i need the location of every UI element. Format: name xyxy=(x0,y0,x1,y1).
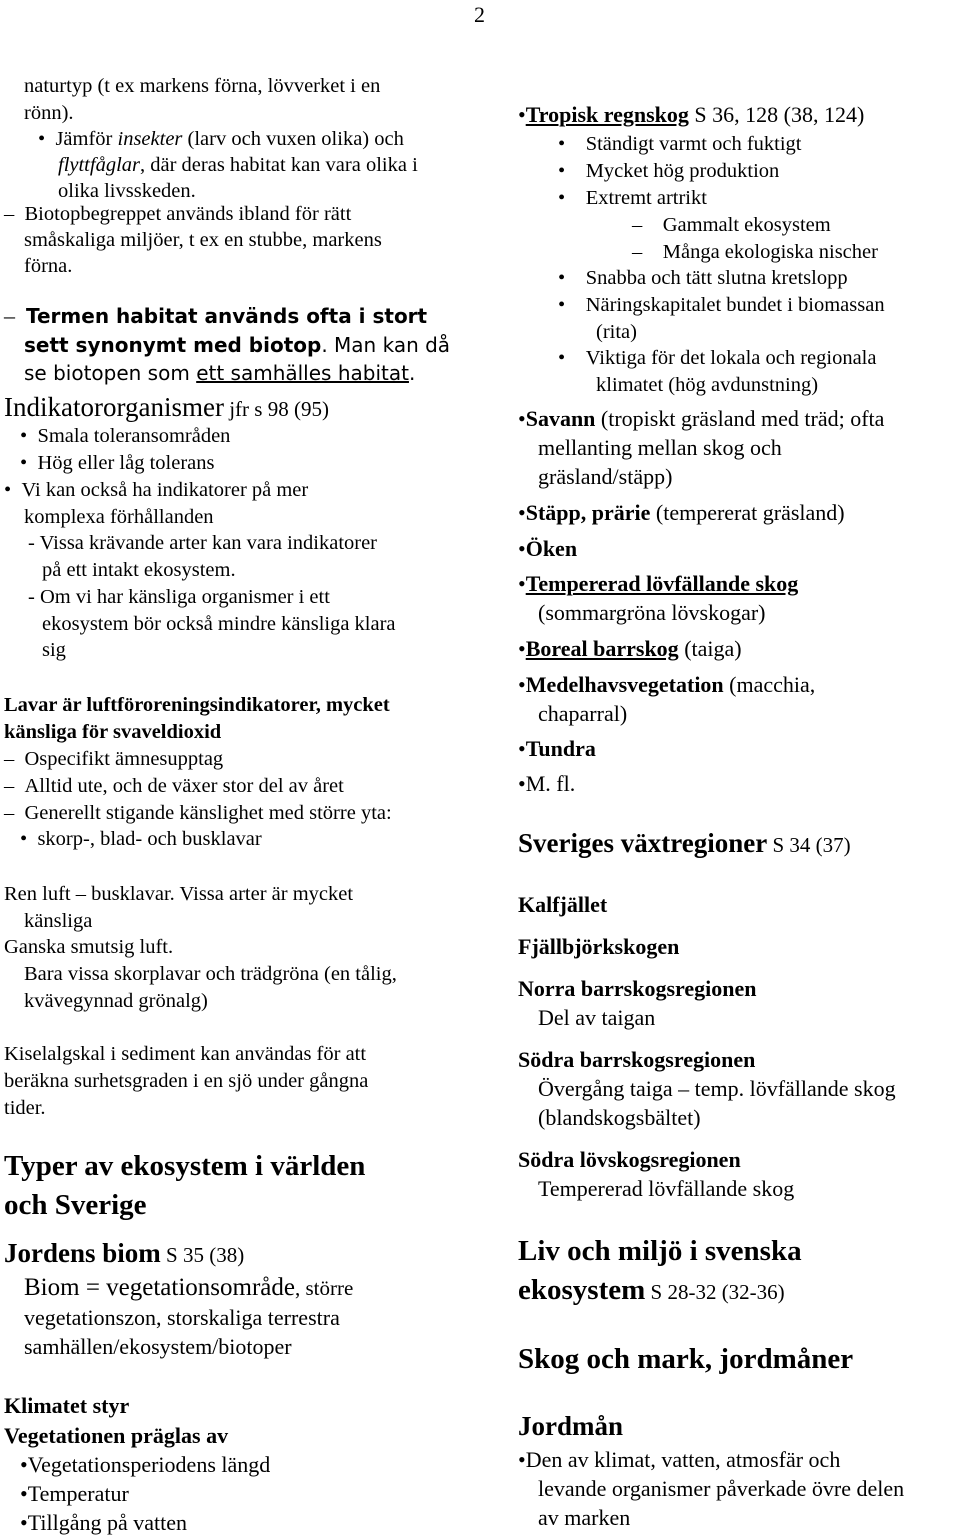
text-line: kvävegynnad grönalg) xyxy=(24,990,208,1012)
text-line: olika livsskeden. xyxy=(58,180,196,202)
bullet-icon: • xyxy=(518,500,526,525)
bullet-item: • Viktiga för det lokala och regionala xyxy=(558,347,877,369)
text-line: ekosystem bör också mindre känsliga klara xyxy=(42,613,396,635)
bullet-item: • skorp-, blad- och busklavar xyxy=(20,828,262,850)
section-heading: Lavar är luftföroreningsindikatorer, mycket xyxy=(4,694,390,716)
biome-heading: •Öken xyxy=(518,536,578,561)
text-line: tider. xyxy=(4,1097,46,1119)
section-heading: Vegetationen präglas av xyxy=(4,1423,229,1448)
bullet-icon: • xyxy=(558,294,586,316)
dash-item: – Biotopbegreppet används ibland för rätt xyxy=(4,203,352,225)
text-line: naturtyp (t ex markens förna, lövverket i en xyxy=(24,75,381,97)
text-line: Bara vissa skorplavar och trädgröna (en tålig, xyxy=(24,963,397,985)
text-line: känsliga xyxy=(24,910,93,932)
chapter-heading: och Sverige xyxy=(4,1189,147,1221)
section-heading: Jordens biom S 35 (38) xyxy=(4,1238,245,1268)
bullet-icon: • xyxy=(20,1510,28,1535)
text-line: av marken xyxy=(538,1505,631,1530)
biome-heading: •Stäpp, prärie (tempererat gräsland) xyxy=(518,500,845,525)
text-line: Biom = vegetationsområde, större xyxy=(24,1274,354,1301)
bullet-item: • Smala toleransområden xyxy=(20,425,231,447)
text-line: (blandskogsbältet) xyxy=(538,1105,701,1130)
text-line: förna. xyxy=(24,255,73,277)
bullet-icon: • xyxy=(20,1481,28,1506)
page-number: 2 xyxy=(474,2,485,27)
text-line: samhällen/ekosystem/biotoper xyxy=(24,1334,292,1359)
text-line: småskaliga miljöer, t ex en stubbe, markens xyxy=(24,229,382,251)
bullet-item: • Hög eller låg tolerans xyxy=(20,452,215,474)
text-line: komplexa förhållanden xyxy=(24,506,214,528)
bullet-icon: • xyxy=(518,406,526,431)
chapter-heading: Liv och miljö i svenska xyxy=(518,1235,802,1267)
text-line: vegetationszon, storskaliga terrestra xyxy=(24,1305,340,1330)
section-heading: Indikatororganismer jfr s 98 (95) xyxy=(4,392,329,422)
text-line: sett synonymt med biotop. Man kan då xyxy=(24,333,451,357)
text-line: chaparral) xyxy=(538,701,628,726)
region-heading: Södra lövskogsregionen xyxy=(518,1147,741,1172)
bullet-item: •Tillgång på vatten xyxy=(20,1510,187,1535)
region-heading: Norra barrskogsregionen xyxy=(518,976,757,1001)
dash-item: – Termen habitat används ofta i stort xyxy=(4,303,428,328)
dash-icon: – xyxy=(4,303,26,328)
biome-heading: •M. fl. xyxy=(518,771,576,796)
dash-item: – Generellt stigande känslighet med större yta: xyxy=(4,802,392,824)
bullet-icon: • xyxy=(558,347,586,369)
bullet-icon: • xyxy=(20,828,38,850)
text-line: - Om vi har känsliga organismer i ett xyxy=(28,586,330,608)
text-line: mellanting mellan skog och xyxy=(538,435,782,460)
bullet-item: • Vi kan också ha indikatorer på mer xyxy=(4,479,309,501)
bullet-icon: • xyxy=(20,452,38,474)
bullet-item: •Den av klimat, vatten, atmosfär och xyxy=(518,1447,841,1472)
bullet-item: • Extremt artrikt xyxy=(558,187,707,209)
bullet-icon: • xyxy=(20,425,38,447)
bullet-icon: • xyxy=(518,636,526,661)
region-heading: Södra barrskogsregionen xyxy=(518,1047,756,1072)
bullet-icon: • xyxy=(38,128,56,150)
biome-heading: •Boreal barrskog (taiga) xyxy=(518,636,742,661)
chapter-heading: ekosystem S 28-32 (32-36) xyxy=(518,1274,785,1306)
dash-icon: – xyxy=(4,802,25,824)
text-line: (sommargröna lövskogar) xyxy=(538,600,766,625)
region-heading: Fjällbjörkskogen xyxy=(518,934,680,959)
dash-item: – Många ekologiska nischer xyxy=(632,241,878,263)
biome-heading: •Tropisk regnskog S 36, 128 (38, 124) xyxy=(518,102,865,127)
biome-heading: •Tundra xyxy=(518,736,596,761)
text-line: Del av taigan xyxy=(538,1005,656,1030)
chapter-heading: Typer av ekosystem i världen xyxy=(4,1150,366,1182)
text-line: (rita) xyxy=(596,321,637,343)
bullet-item: • Mycket hög produktion xyxy=(558,160,780,182)
dash-icon: – xyxy=(4,203,25,225)
dash-item: – Alltid ute, och de växer stor del av året xyxy=(4,775,344,797)
dash-icon: – xyxy=(632,214,663,236)
bullet-item: • Snabba och tätt slutna kretslopp xyxy=(558,267,848,289)
text-line: flyttfåglar, där deras habitat kan vara olika i xyxy=(58,154,418,176)
bullet-icon: • xyxy=(558,187,586,209)
bullet-icon: • xyxy=(558,133,586,155)
text-line: Kiselalgskal i sediment kan användas för att xyxy=(4,1043,367,1065)
dash-icon: – xyxy=(4,775,25,797)
bullet-item: •Vegetationsperiodens längd xyxy=(20,1452,271,1477)
text-line: Övergång taiga – temp. lövfällande skog xyxy=(538,1076,896,1101)
bullet-item: • Näringskapitalet bundet i biomassan xyxy=(558,294,885,316)
text-line: - Vissa krävande arter kan vara indikatorer xyxy=(28,532,378,554)
bullet-icon: • xyxy=(4,479,22,501)
bullet-icon: • xyxy=(518,102,526,127)
text-line: rönn). xyxy=(24,102,74,124)
dash-icon: – xyxy=(632,241,663,263)
dash-item: – Gammalt ekosystem xyxy=(632,214,831,236)
text-line: Tempererad lövfällande skog xyxy=(538,1176,795,1201)
text-line: Ren luft – busklavar. Vissa arter är mycket xyxy=(4,883,354,905)
text-line: klimatet (hög avdunstning) xyxy=(596,374,819,396)
bullet-icon: • xyxy=(20,1452,28,1477)
bullet-icon: • xyxy=(518,771,526,796)
section-heading: Jordmån xyxy=(518,1411,624,1441)
bullet-icon: • xyxy=(518,736,526,761)
text-line: gräsland/stäpp) xyxy=(538,464,673,489)
region-heading: Kalfjället xyxy=(518,892,608,917)
text-line: levande organismer påverkade övre delen xyxy=(538,1476,905,1501)
section-heading: känsliga för svaveldioxid xyxy=(4,721,222,743)
bullet-icon: • xyxy=(558,160,586,182)
text-line: Ganska smutsig luft. xyxy=(4,936,174,958)
text-line: på ett intakt ekosystem. xyxy=(42,559,236,581)
bullet-item: •Temperatur xyxy=(20,1481,129,1506)
text-line: se biotopen som ett samhälles habitat. xyxy=(24,361,416,385)
text-line: sig xyxy=(42,639,66,661)
biome-heading: •Medelhavsvegetation (macchia, xyxy=(518,672,816,697)
chapter-heading: Skog och mark, jordmåner xyxy=(518,1343,854,1375)
bullet-item: • Jämför insekter (larv och vuxen olika) och xyxy=(38,128,404,150)
biome-heading: •Tempererad lövfällande skog xyxy=(518,571,799,596)
bullet-icon: • xyxy=(518,672,526,697)
biome-heading: •Savann (tropiskt gräsland med träd; ofta xyxy=(518,406,885,431)
text-line: beräkna surhetsgraden i en sjö under gångna xyxy=(4,1070,369,1092)
bullet-icon: • xyxy=(518,536,526,561)
bullet-icon: • xyxy=(558,267,586,289)
bullet-item: • Ständigt varmt och fuktigt xyxy=(558,133,802,155)
bullet-icon: • xyxy=(518,1447,526,1472)
section-heading: Sveriges växtregioner S 34 (37) xyxy=(518,828,851,858)
section-heading: Klimatet styr xyxy=(4,1393,130,1418)
dash-icon: – xyxy=(4,748,25,770)
dash-item: – Ospecifikt ämnesupptag xyxy=(4,748,224,770)
bullet-icon: • xyxy=(518,571,526,596)
